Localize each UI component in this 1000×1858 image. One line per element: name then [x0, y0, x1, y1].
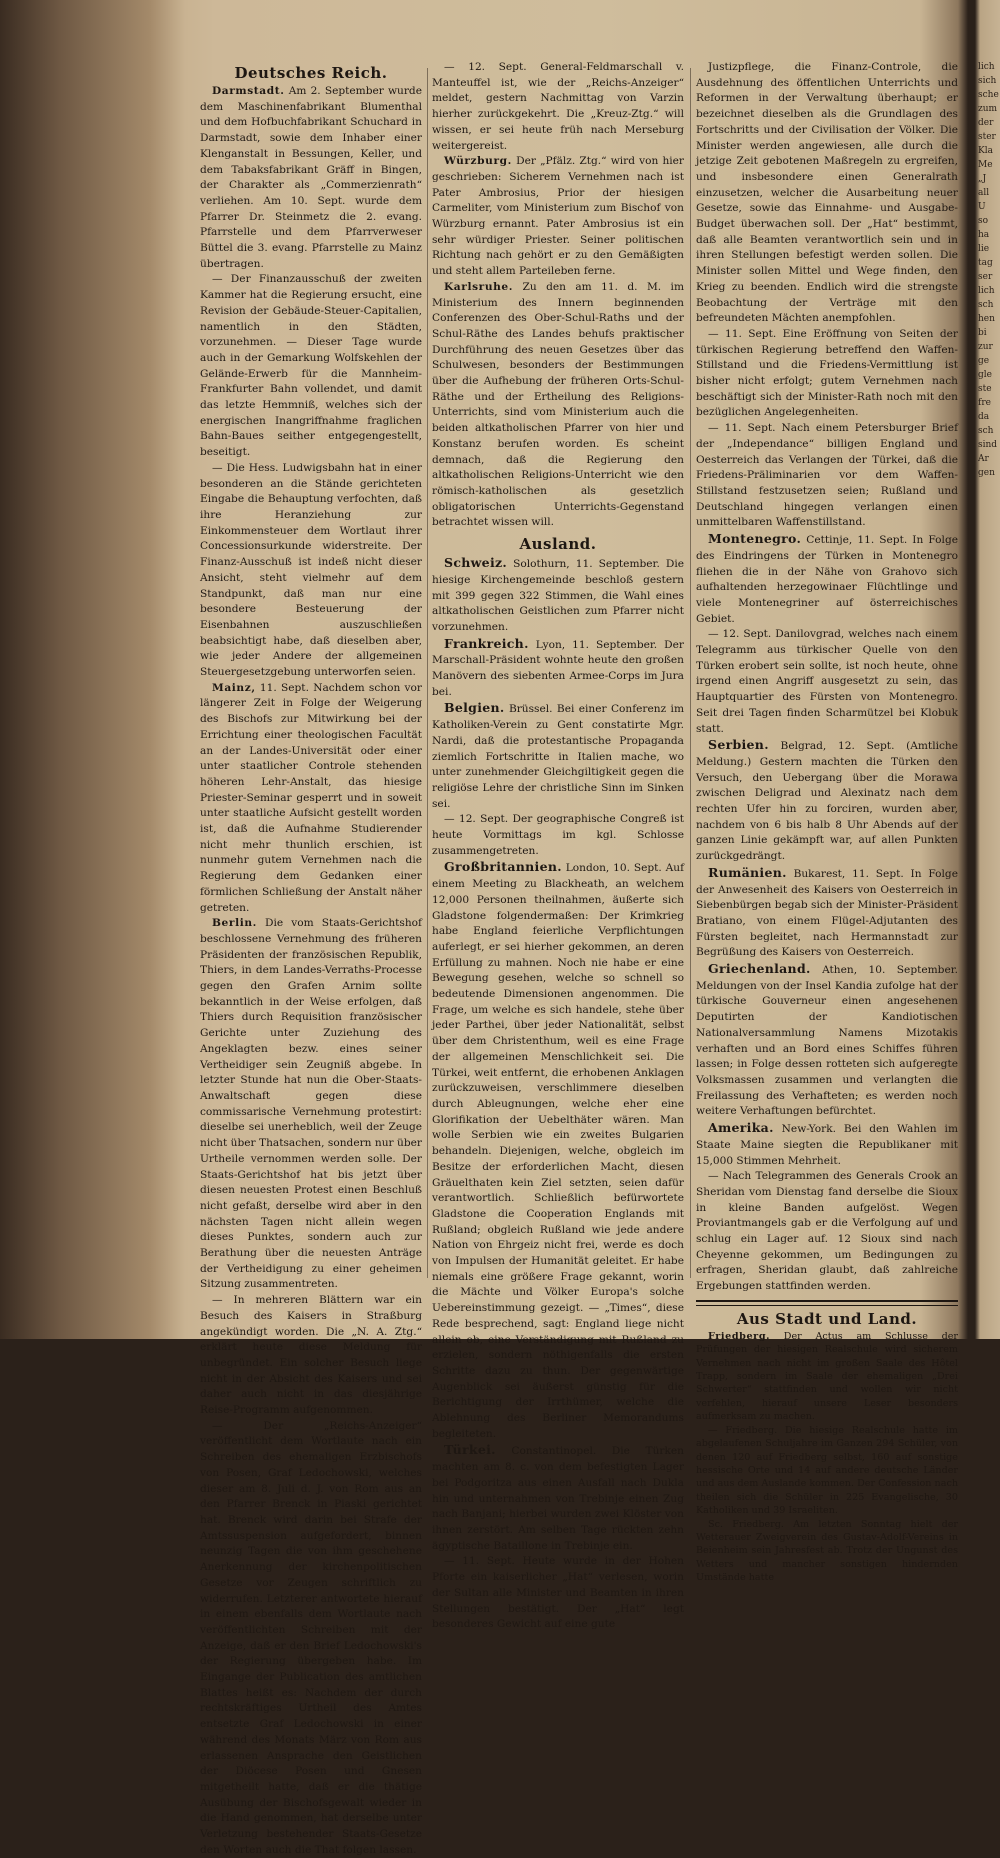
article-text: — Der Finanzausschuß der zweiten Kammer hat die Regierung ersucht, eine Revision der Gebäude-Steuer-Capitalien, namentlich in den Städten, vorzunehmen. — Dieser Tage wurde auch in der Gemarkung Wolfskehlen der Gelände-Erwerb für die Mannheim-Frankfurter Bahn vollendet, und damit das letzte Hemmniß, welches sich der energischen Inangriffnahme fraglichen Bahn-Baues seither entgegengestellt, beseitigt. — [200, 273, 422, 459]
column-middle — [432, 60, 685, 1631]
article-paragraph — [432, 280, 684, 531]
article-paragraph — [432, 1442, 684, 1554]
next-page-fragment: so — [978, 216, 989, 226]
next-page-fragment: ster — [978, 132, 996, 142]
article-paragraph — [200, 1293, 422, 1419]
column-rule — [690, 68, 691, 1278]
dateline: Frankreich. — [444, 635, 529, 651]
dateline: Karlsruhe. — [444, 280, 514, 293]
next-page-fragment: sind — [978, 440, 998, 450]
next-page-fragment: da — [978, 412, 990, 422]
next-page-fragment: gle — [978, 370, 992, 380]
dateline: Mainz, — [212, 681, 256, 694]
article-text: — 12. Sept. General-Feldmarschall v. Manteuffel ist, wie der „Reichs-Anzeiger“ meldet, gestern Nachmittag von Varzin hierher zurückgekehrt. Die „Kreuz-Ztg.“ will wissen, er sei heute früh nach Merseburg weitergereist. — [432, 61, 684, 152]
article-paragraph — [200, 272, 422, 460]
article-paragraph — [696, 1169, 958, 1295]
next-page-fragment: zum — [978, 104, 998, 114]
article-text: Athen, 10. September. Meldungen von der Insel Kandia zufolge hat der türkische Gouverneur einen angesehenen Deputirten der Kandiotischen Nationalversammlung Namens Mizotakis verhaften und an Bord eines Schiffes führen lassen; in Folge dessen rotteten sich aufgeregte Volksmassen zusammen und verlangten die Freilassung des Verhafteten; es werden noch weitere Verhaftungen befürchtet. — [696, 964, 958, 1118]
article-paragraph — [200, 461, 422, 681]
article-text: — In mehreren Blättern war ein Besuch des Kaisers in Straßburg angekündigt worden. Die „N. A. Ztg.“ erklärt heute diese Meldung für unbegründet. Ein solcher Besuch liege nicht in der Absicht des Kaisers und sei daher auch nicht in das diesjährige Reise-Programm aufgenommen. — [200, 1294, 422, 1417]
article-list — [200, 84, 422, 1858]
next-page-fragment: „J — [978, 174, 987, 184]
article-text: Cettinje, 11. Sept. In Folge des Eindringens der Türken in Montenegro fliehen die in der Nähe von Grahovo sich aufhaltenden herzegowinaer Flüchtlinge und viele Montenegriner auf österreichisches Gebiet. — [696, 534, 958, 625]
dateline: Türkei. — [444, 1442, 496, 1458]
article-paragraph — [432, 1554, 684, 1633]
dateline: Belgien. — [444, 700, 505, 716]
next-page-fragment: ha — [978, 230, 990, 240]
article-paragraph — [696, 961, 958, 1120]
article-text: Der Actus am Schlusse der Prüfungen der hiesigen Realschule wird sicherem Vernehmen nach nicht im großen Saale des Hôtel Trapp, sondern im Saale der ehemaligen „Drei Schwerter“ stattfinden und wollen wir nicht verfehlen, hierauf unsere Leser besonders aufmerksam zu machen. — [696, 1330, 958, 1423]
dateline: Darmstadt. — [212, 85, 285, 97]
dateline: Schweiz. — [444, 555, 508, 571]
article-text: — Nach Telegrammen des Generals Crook an Sheridan vom Dienstag fand derselbe die Sioux in kleine Banden aufgelöst. Wegen Proviantmangels gab er die Verfolgung auf und schlug ein Lager auf. 12 Sioux sind nach Cheyenne gekommen, um Bedingungen zu erfragen, Sheridan glaubt, daß zahlreiche Ergebungen stattfinden werden. — [696, 1170, 958, 1293]
next-page-fragment: sch — [978, 300, 994, 310]
article-text: Sc. Friedberg. Am letzten Sonntag hielt der Wetterauer Zweigverein des Gustav-Adolf-Vereins in Beienheim sein Jahresfest ab. Trotz der Ungunst des Wetters und mancher sonstigen hindernden Umstände hatte — [696, 1518, 958, 1584]
article-paragraph — [432, 154, 684, 280]
article-text: — Die Hess. Ludwigsbahn hat in einer besonderen an die Stände gerichteten Eingabe die Behauptung verfochten, daß ihre Heranziehung zur Einkommensteuer dem Wortlaut ihrer Concessionsurkunde widerstreite. Der Finanz-Ausschuß ist indeß nicht dieser Ansicht, steht vielmehr auf dem Standpunkt, daß man nur eine besondere Besteuerung der Eisenbahnen auszuschließen beabsichtigt habe, daß dieselben aber, wie jeder Andere der allgemeinen Steuergesetzgebung unterworfen seien. — [200, 461, 422, 679]
article-paragraph — [696, 737, 958, 865]
dateline: Großbritannien. — [444, 859, 562, 875]
next-page-fragment: Kla — [978, 146, 993, 156]
article-text: Constantinopel. Die Türken machten am 8. c. von dem befestigten Lager bei Podgoritza aus einen Ausfall nach Dukla hin und unternahmen von Trebinje einen Zug nach Banjani; hierbei wurden zwei Klöster von ihnen zerstört. Am selben Tage rückten zehn ägyptische Bataillone in Trebinje ein. — [432, 1445, 684, 1552]
next-page-fragment: sch — [978, 426, 994, 436]
dateline: Würzburg. — [444, 155, 512, 168]
next-page-fragment: Me — [978, 160, 993, 170]
dateline: Berlin. — [212, 917, 257, 930]
dateline: Griechenland. — [708, 961, 811, 977]
article-paragraph — [200, 916, 422, 1293]
article-paragraph — [696, 627, 958, 737]
article-text: — 12. Sept. Danilovgrad, welches nach einem Telegramm aus türkischer Quelle von den Türken erobert sein sollte, ist noch heute, ohne irgend einen Angriff ausgesetzt zu sein, das Hauptquartier des Fürsten von Montenegro. Seit drei Tagen finden Scharmützel bei Klobuk statt. — [696, 628, 958, 735]
section-heading-ausland: Ausland. — [519, 535, 597, 554]
article-text: 11. Sept. Nachdem schon vor längerer Zeit in Folge der Weigerung des Bischofs zur Mitwirkung bei der Errichtung einer theologischen Facultät an der Landes-Universität oder einer unter staatlicher Controle stehenden höheren Lehr-Anstalt, das hiesige Priester-Seminar gesperrt und in soweit unter staatliche Aufsicht gestellt worden ist, daß die Aufnahme Studierender nicht mehr thunlich erschien, ist nunmehr gutem Vernehmen nach die Regierung dem Gedanken einer förmlichen Schließung der Anstalt näher getreten. — [200, 681, 422, 914]
article-text: Brüssel. Bei einer Conferenz im Katholiken-Verein zu Gent constatirte Mgr. Nardi, daß die protestantische Propaganda ziemlich Fortschritte in Italien mache, wo unter zunehmender Gleichgiltigkeit gegen die religiöse Lehre der christliche Sinn im Sinken sei. — [432, 703, 684, 810]
article-paragraph — [432, 636, 684, 701]
article-paragraph — [200, 1419, 422, 1858]
next-page-fragment: lich — [978, 286, 995, 296]
article-paragraph — [696, 60, 958, 327]
article-text: — 11. Sept. Eine Eröffnung von Seiten der türkischen Regierung betreffend den Waffen-Stillstand und die Friedens-Vermittlung ist bisher nicht erfolgt; gutem Vernehmen nach beschäftigt sich der Minister-Rath noch mit den bezüglichen Angelegenheiten. — [696, 327, 958, 419]
article-list — [432, 60, 684, 531]
article-list — [696, 1330, 958, 1585]
article-text: New-York. Bei den Wahlen im Staate Maine siegten die Republikaner mit 15,000 Stimmen Mehrheit. — [696, 1123, 958, 1167]
article-paragraph — [432, 812, 684, 859]
article-text: Solothurn, 11. September. Die hiesige Kirchengemeinde beschloß gestern mit 399 gegen 322 Stimmen, die Wahl eines altkatholischen Geistlichen zum Pfarrer nicht vorzunehmen. — [432, 558, 685, 633]
article-text: Lyon, 11. September. Der Marschall-Präsident wohnte heute den großen Manövern des siebenten Armee-Corps im Jura bei. — [432, 638, 684, 698]
next-page-fragment: ste — [978, 384, 992, 394]
next-page-fragment: sich — [978, 76, 997, 86]
dateline: Montenegro. — [708, 531, 802, 547]
column-left — [200, 60, 422, 1856]
article-paragraph — [432, 555, 684, 636]
next-page-fragment: fre — [978, 398, 991, 408]
article-paragraph — [200, 84, 422, 272]
dateline: Serbien. — [708, 737, 769, 753]
article-paragraph — [696, 327, 958, 421]
article-text: Zu den am 11. d. M. im Ministerium des Innern beginnenden Conferenzen des Ober-Schul-Raths und der Schul-Räthe des Landes behufs praktischer Durchführung des neuen Gesetzes über das Schulwesen, besonders der Bestimmungen über die Aufhebung der früheren Orts-Schul-Räthe und der Ertheilung des Religions-Unterrichts, sind vom Ministerium auch die beiden altkatholischen Pfarrer von hier und Konstanz berufen worden. Es scheint demnach, daß die Regierung den altkatholischen Religions-Unterricht wie den römisch-katholischen als gesetzlich obligatorischen Unterrichts-Gegenstand betrachtet wissen will. — [432, 280, 684, 529]
article-text: Belgrad, 12. Sept. (Amtliche Meldung.) Gestern machten die Türken den Versuch, den Uebergang über die Morawa zwischen Deligrad und Alexinatz nach dem rechten Ufer hin zu forciren, wurden aber, nachdem von 6 bis halb 8 Uhr Abends auf der ganzen Linie gekämpft war, auf allen Punkten zurückgedrängt. — [696, 740, 958, 863]
next-page-fragment: U — [978, 202, 986, 212]
article-paragraph — [432, 859, 684, 1442]
article-text: Justizpflege, die Finanz-Controle, die Ausdehnung des öffentlichen Unterrichts und Reformen in der Verwaltung überhaupt; er bezeichnet dieselben als die Grundlagen des Fortschritts und der Civilisation der Völker. Die Minister werden angewiesen, alle durch die jetzige Zeit gebotenen Maßregeln zu ergreifen, und insbesondere einen Generalrath einzusetzen, welcher die Ausarbeitung neuer Gesetze, sowie das Einnahme- und Ausgabe-Budget überwachen soll. Der „Hat“ bestimmt, daß alle Beamten verantwortlich sein und in ihren Stellungen befestigt werden sollen. Die Minister sollen Mittel und Wege finden, den Krieg zu beenden. Endlich wird die strengste Beobachtung der Verträge mit den befreundeten Mächten anempfohlen. — [696, 61, 958, 325]
article-text: — 11. Sept. Nach einem Petersburger Brief der „Independance“ billigen England und Oesterreich das Verlangen der Türkei, daß die Friedens-Präliminarien vor dem Waffen-Stillstand festzusetzen seien; Rußland und Deutschland hingegen verlangen einen unmittelbaren Waffenstillstand. — [696, 422, 958, 529]
next-page-fragment: all — [978, 188, 990, 198]
article-text: Der „Pfälz. Ztg.“ wird von hier geschrieben: Sicherem Vernehmen nach ist Pater Ambrosius, Prior der hiesigen Carmeliter, vom Ministerium zum Bischof von Würzburg ernannt. Pater Ambrosius ist ein sehr würdiger Priester. Seiner politischen Richtung nach gehört er zu den Gemäßigten und steht allem Parteileben ferne. — [432, 155, 684, 278]
section-heading-aus-stadt-und-land: Aus Stadt und Land. — [736, 1309, 918, 1328]
next-page-fragment: gen — [978, 468, 995, 478]
dateline: Friedberg. — [708, 1330, 771, 1342]
article-text: — Der „Reichs-Anzeiger“ veröffentlicht dem Wortlaute nach ein Schreiben des ehemaligen Erzbischofs von Posen, Graf Ledochowski, welches dieser am 8. Juli d. J. von Rom aus an den Pfarrer Brenck in Piaski gerichtet hat. Brenck wird darin bei Strafe der Amtssuspension aufgefordert, binnen neunzig Tagen die von ihm geschehene Anerkennung der kirchenpolitischen Gesetze vor Zeugen schriftlich zu widerrufen. Letzterer antwortete hierauf in einem ebenfalls dem Wortlaute nach veröffentlichten Schreiben mit der Anzeige, daß er den Brief Ledochowski's der Regierung übergeben habe. Im Eingange der Publication des amtlichen Blattes heißt es: Nachdem der durch rechtskräftiges Urtheil des Amtes entsetzte Graf Ledochowski in einer während des Monats März von Rom aus erlassenen Ansprache den Geistlichen der Diöcese Posen und Gnesen mitgetheilt hatte, daß er die thätige Ausübung der Bischofsgewalt wieder in die Hand genommen, hat derselbe unter Verletzung bestehender Staats-Gesetze den Worten auch die That folgen lassen. — [200, 1419, 422, 1856]
dateline: Amerika. — [708, 1120, 774, 1136]
next-page-edge — [978, 60, 1000, 1285]
article-text: London, 10. Sept. Auf einem Meeting zu Blackheath, an welchem 12,000 Personen theilnahmen, äußerte sich Gladstone folgendermaßen: Der Krimkrieg habe England feierliche Verpflichtungen auferlegt, er sei hierher gekommen, an deren Erfüllung zu mahnen. Noch nie habe er eine Bewegung gesehen, welche so schnell so bedeutende Dimensionen angenommen. Die Frage, um welche es sich handele, stehe über jeder Parthei, über jeder Nationalität, selbst über dem Christenthum, weil es eine Frage der allgemeinen Menschlichkeit sei. Die Türkei, weit entfernt, die erhobenen Anklagen zurückzuweisen, verschlimmere dieselben durch Ableugnungen, welche eher eine Glorifikation der Uebelthäter wären. Man wolle Serbien wie ein zweites Bulgarien behandeln. Diejenigen, welche, obgleich im Besitze der erforderlichen Macht, diesen Gräuelthaten kein Ziel setzten, seien dafür verantwortlich. Schließlich befürwortete Gladstone die Cooperation Englands mit Rußland; obgleich Rußland wie jede andere Nation von Ehrgeiz nicht frei, werde es doch von Impulsen der Humanität geleitet. Er habe niemals eine größere Frage gekannt, worin die Mächte und Völker Europa's solche Uebereinstimmung gezeigt. — „Times“, diese Rede besprechend, sagt: England liege nicht allein ob, eine Verständigung mit Rußland zu erzielen, sondern nöthigenfalls die ersten Schritte dazu zu thun. Der gegenwärtige Augenblick sei äußerst günstig für die Berichtigung der Irrthümer, welche die Ablehnung des Berliner Memorandums begleiteten. — [432, 862, 684, 1440]
article-paragraph — [696, 1120, 958, 1169]
article-text: — 12. Sept. Der geographische Congreß ist heute Vormittags im kgl. Schlosse zusammengetreten. — [432, 813, 684, 857]
next-page-fragment: sche — [978, 90, 999, 100]
section-divider — [696, 1300, 958, 1306]
article-paragraph — [432, 60, 684, 154]
article-text: Die vom Staats-Gerichtshof beschlossene Vernehmung des früheren Präsidenten der französischen Republik, Thiers, in dem Landes-Verraths-Processe gegen den Grafen Arnim sollte bekanntlich in der Weise erfolgen, daß Thiers durch Requisition französischer Gerichte unter Zuziehung des Angeklagten bezw. eines seiner Vertheidiger sein Zeugniß abgebe. In letzter Stunde hat nun die Ober-Staats-Anwaltschaft gegen diese commissarische Vernehmung protestirt: dieselbe sei unerheblich, weil der Zeuge nicht über Thatsachen, sondern nur über Urtheile vernommen werden solle. Der Staats-Gerichtshof hat bis jetzt über diesen neuesten Protest einen Beschluß nicht gefaßt, derselbe wird aber in den nächsten Tagen nicht allein wegen dieses Punktes, sondern auch zur Berathung über die neuesten Anträge der Vertheidigung zu einer geheimen Sitzung zusammentreten. — [200, 917, 422, 1291]
dateline: Rumänien. — [708, 864, 787, 880]
article-paragraph — [696, 531, 958, 627]
next-page-fragment: tag — [978, 258, 993, 268]
column-rule — [427, 68, 428, 1278]
next-page-fragment: hen — [978, 314, 995, 324]
article-paragraph — [696, 1518, 958, 1585]
article-text: — Friedberg. Die hiesige Realschule hatte im abgelaufenen Schuljahre im Ganzen 294 Schüler, von denen 120 auf Friedberg selbst, 160 auf sonstige hessische Orte und 14 auf andere deutsche Länder und aus dem Auslande kommen. Der Confession nach theilen sich die Schüler in 225 Evangelische, 30 Katholiken und 39 Israeliten. — [696, 1424, 958, 1517]
article-list — [432, 555, 684, 1633]
article-paragraph — [200, 681, 422, 917]
article-paragraph — [696, 865, 958, 961]
article-text: Am 2. September wurde dem Maschinenfabrikant Blumenthal und dem Hofbuchfabrikant Schuchard in Darmstadt, sowie dem Inhaber einer Klenganstalt in Bessungen, Keller, und dem Tabaksfabrikant Gräff in Bingen, der Charakter als „Commerzienrath“ verliehen. Am 10. Sept. wurde dem Pfarrer Dr. Steinmetz die 2. evang. Pfarrstelle und dem Pfarrverweser Büttel die 3. evang. Pfarrstelle zu Mainz übertragen. — [200, 85, 422, 270]
next-page-fragment: Ar — [978, 454, 989, 464]
next-page-fragment: zur — [978, 342, 993, 352]
next-page-fragment: ge — [978, 356, 990, 366]
article-paragraph — [696, 421, 958, 531]
newspaper-page — [200, 60, 960, 1856]
next-page-fragment: bi — [978, 328, 987, 338]
next-page-fragment: lie — [978, 244, 990, 254]
section-heading-deutsches-reich: Deutsches Reich. — [234, 64, 388, 82]
article-text: — 11. Sept. Heute wurde in der Hohen Pforte ein kaiserlicher „Hat“ verlesen, worin der Sultan alle Minister und Beamten in ihren Stellungen bestätigt. Der „Hat“ legt besonderes Gewicht auf eine gute — [432, 1555, 684, 1631]
article-paragraph — [696, 1330, 958, 1424]
article-paragraph — [696, 1424, 958, 1518]
article-paragraph — [432, 700, 684, 812]
next-page-fragment: lich — [978, 62, 995, 72]
next-page-fragment: der — [978, 118, 994, 128]
column-right — [696, 60, 958, 1584]
article-list — [696, 60, 958, 1295]
article-text: Bukarest, 11. Sept. In Folge der Anwesenheit des Kaisers von Oesterreich in Siebenbürgen begab sich der Minister-Präsident Bratiano, von einem Flügel-Adjutanten des Fürsten begleitet, nach Hermannstadt zur Begrüßung des Kaisers von Oesterreich. — [696, 867, 958, 959]
next-page-fragment: ser — [978, 272, 993, 282]
